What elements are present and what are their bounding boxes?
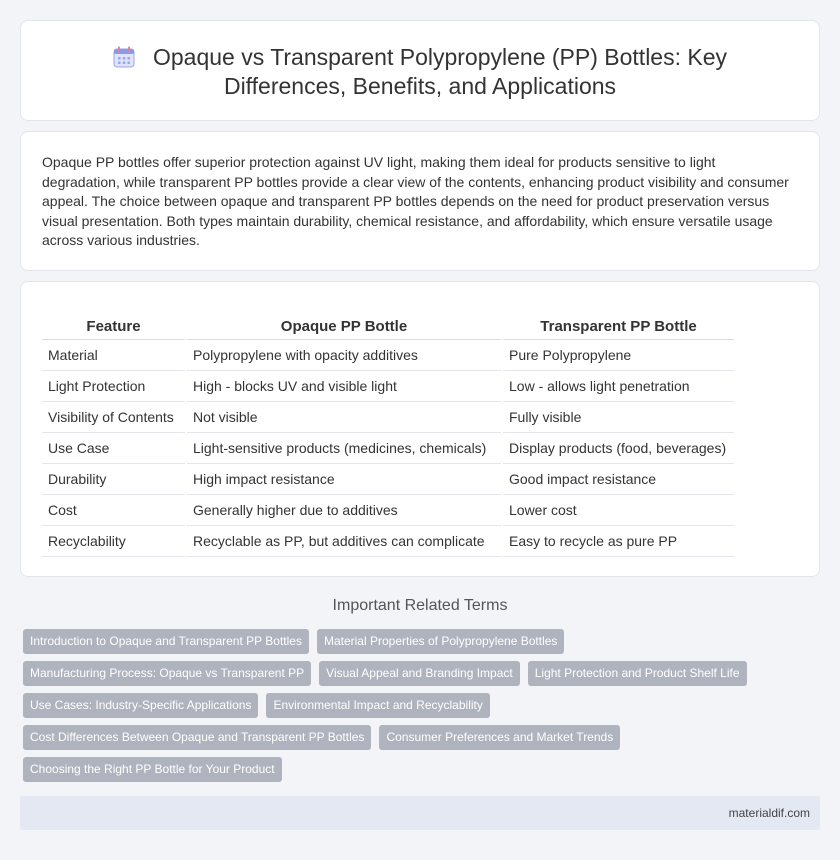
table-cell: Cost: [42, 494, 186, 525]
related-term-tag[interactable]: Use Cases: Industry-Specific Applications: [23, 693, 258, 718]
table-row: [42, 401, 734, 432]
table-cell: Generally higher due to additives: [186, 494, 502, 525]
table-cell: High - blocks UV and visible light: [186, 370, 502, 401]
table-cell: Durability: [42, 463, 186, 494]
related-term-tag[interactable]: Light Protection and Product Shelf Life: [528, 661, 747, 686]
table-cell: Pure Polypropylene: [502, 339, 734, 370]
table-row: [42, 432, 734, 463]
comparison-table-card: [20, 281, 820, 577]
page-title: Opaque vs Transparent Polypropylene (PP) Bottles: Key Differences, Benefits, and Applications: [152, 44, 728, 99]
table-cell: Easy to recycle as pure PP: [502, 525, 734, 556]
table-cell: Good impact resistance: [502, 463, 734, 494]
table-cell: Light-sensitive products (medicines, chemicals): [186, 432, 502, 463]
column-header-transparent: Transparent PP Bottle: [502, 315, 734, 339]
comparison-table: [42, 315, 734, 557]
related-terms-title: Important Related Terms: [332, 597, 508, 614]
intro-paragraph: Opaque PP bottles offer superior protection against UV light, making them ideal for products sensitive to light degradation, while transparent PP bottles provide a clear view of the contents, enhancing product visibility and consumer appeal. The choice between opaque and transparent PP bottles depends on the need for product preservation versus visual presentation. Both types maintain durability, chemical resistance, and affordability, which ensure versatile usage across various industries.: [42, 154, 789, 248]
column-header-feature: Feature: [42, 315, 186, 339]
table-cell: Use Case: [42, 432, 186, 463]
related-term-tag[interactable]: Visual Appeal and Branding Impact: [319, 661, 520, 686]
related-term-tag[interactable]: Introduction to Opaque and Transparent PP Bottles: [23, 629, 309, 654]
calendar-icon: [113, 46, 135, 68]
table-cell: Light Protection: [42, 370, 186, 401]
page-title-wrap: [21, 43, 819, 101]
table-cell: Not visible: [186, 401, 502, 432]
table-cell: Recyclable as PP, but additives can complicate: [186, 525, 502, 556]
related-term-tag[interactable]: Manufacturing Process: Opaque vs Transparent PP: [23, 661, 311, 686]
table-cell: Polypropylene with opacity additives: [186, 339, 502, 370]
table-row: [42, 339, 734, 370]
table-cell: Visibility of Contents: [42, 401, 186, 432]
table-row: [42, 494, 734, 525]
table-cell: Fully visible: [502, 401, 734, 432]
table-cell: Lower cost: [502, 494, 734, 525]
table-row: [42, 463, 734, 494]
footer-site-link[interactable]: materialdif.com: [728, 806, 810, 820]
table-row: [42, 525, 734, 556]
related-term-tag[interactable]: Cost Differences Between Opaque and Transparent PP Bottles: [23, 725, 371, 750]
header-card: [20, 20, 820, 121]
related-term-tag[interactable]: Environmental Impact and Recyclability: [266, 693, 489, 718]
related-term-tag[interactable]: Choosing the Right PP Bottle for Your Product: [23, 757, 282, 782]
table-row: [42, 370, 734, 401]
related-terms-list: [23, 629, 803, 789]
table-header-row: [42, 315, 734, 339]
intro-card: [20, 131, 820, 271]
table-cell: Material: [42, 339, 186, 370]
table-cell: Recyclability: [42, 525, 186, 556]
table-cell: Low - allows light penetration: [502, 370, 734, 401]
related-term-tag[interactable]: Material Properties of Polypropylene Bottles: [317, 629, 564, 654]
table-cell: High impact resistance: [186, 463, 502, 494]
related-term-tag[interactable]: Consumer Preferences and Market Trends: [379, 725, 620, 750]
column-header-opaque: Opaque PP Bottle: [186, 315, 502, 339]
footer-bar: [20, 796, 820, 830]
table-cell: Display products (food, beverages): [502, 432, 734, 463]
